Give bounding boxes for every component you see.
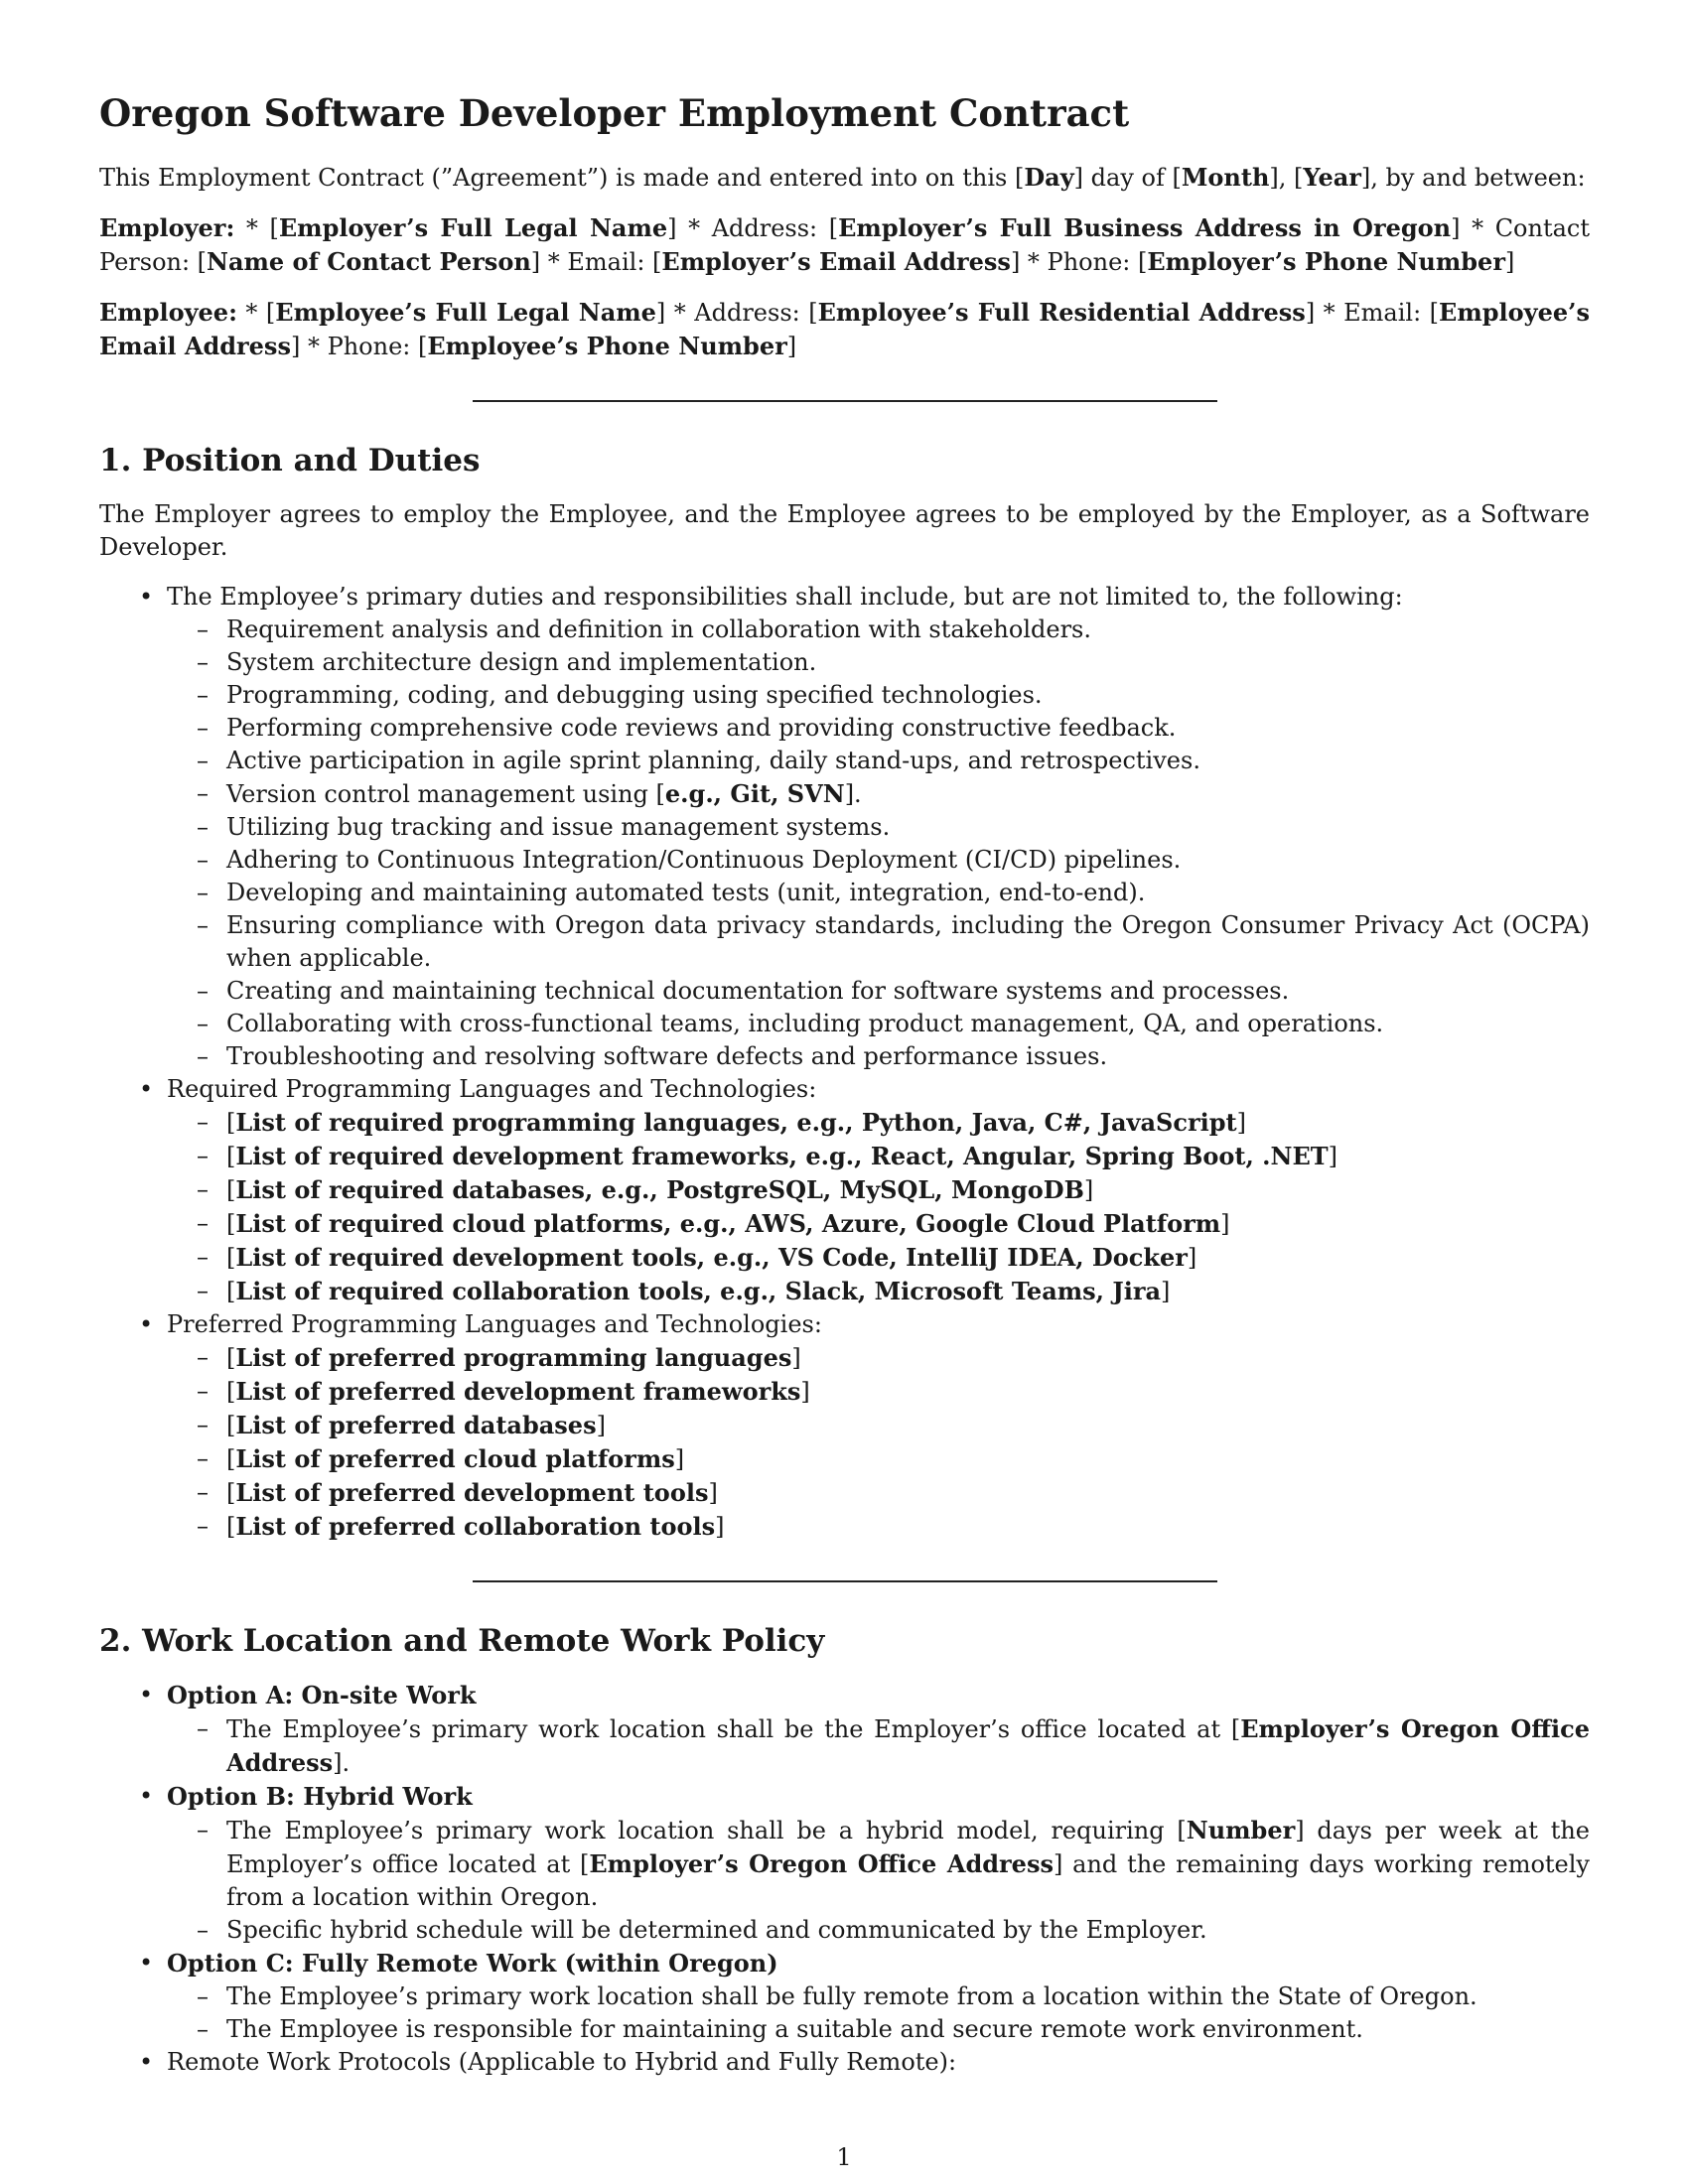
required-tech-list: [167, 1106, 1590, 1308]
employer-label: Employer:: [99, 213, 235, 242]
employer-address: Employer’s Full Business Address in Oregon: [838, 213, 1452, 242]
option-a-label: Option A: On-site Work: [167, 1681, 477, 1709]
employee-block: Employee: * [Employee’s Full Legal Name] * Address: [Employee’s Full Residential Address] * Email: [Employee’s Email Address] * Phone: [Employee’s Phone Number]: [99, 298, 1590, 360]
duty-item: – Collaborating with cross-functional teams, including product management, QA, and operations.: [167, 1008, 1590, 1040]
preferred-tech-entry: – [List of preferred databases]: [167, 1409, 1590, 1442]
remote-protocols-item: • Remote Work Protocols (Applicable to Hybrid and Fully Remote):: [99, 2046, 1590, 2079]
duties-item: • The Employee’s primary duties and responsibilities shall include, but are not limited to, the following: – Requirement analysis and definition in collaboration with stakeholders. – System architecture design and implementation. – Programming, coding, and debugging using specified technologies. – Performing comprehensive code reviews and providing constructive feedback. – Active participation in agile sprint planning, daily stand-ups, and retrospectives. – Version control management using [e.g., Git, SVN]. – Utilizing bug tracking and issue management systems. – Adhering to Continuous Integration/Continuous Deployment (CI/CD) pipelines. – Developing and maintaining automated tests (unit, integration, end-to-end). – Ensuring compliance with Oregon data privacy standards, including the Oregon Consumer Privacy Act (OCPA) when applicable. – Creating and maintaining technical documentation for software systems and processes. – Collaborating with cross-functional teams, including product management, QA, and operations. – Troubleshooting and resolving software defects and performance issues.: [99, 581, 1590, 1073]
option-b-schedule: – Specific hybrid schedule will be determined and communicated by the Employer.: [167, 1914, 1590, 1947]
option-c-label: Option C: Fully Remote Work (within Oregon): [167, 1949, 778, 1978]
required-tech-entry: – [List of required development frameworks, e.g., React, Angular, Spring Boot, .NET]: [167, 1140, 1590, 1173]
employer-name: Employer’s Full Legal Name: [278, 213, 668, 242]
required-tech-item: • Required Programming Languages and Technologies: – [List of required programming languages, e.g., Python, Java, C#, JavaScript] – [List of required development frameworks, e.g., React, Angular, Spring Boot, .NET] – [List of required databases, e.g., PostgreSQL, MySQL, MongoDB] – [List of required cloud platforms, e.g., AWS, Azure, Google Cloud Platform] – [List of required development tools, e.g., VS Code, IntelliJ IDEA, Docker] – [List of required collaboration tools, e.g., Slack, Microsoft Teams, Jira]: [99, 1073, 1590, 1308]
duty-item: – Version control management using [e.g., Git, SVN].: [167, 777, 1590, 811]
section-2-heading: 2. Work Location and Remote Work Policy: [99, 1623, 825, 1659]
required-tech-entry: – [List of required databases, e.g., PostgreSQL, MySQL, MongoDB]: [167, 1173, 1590, 1207]
duty-item: – Requirement analysis and definition in collaboration with stakeholders.: [167, 614, 1590, 646]
duty-item: – System architecture design and implementation.: [167, 646, 1590, 679]
employee-name: Employee’s Full Legal Name: [275, 298, 656, 327]
duty-item: – Performing comprehensive code reviews and providing constructive feedback.: [167, 712, 1590, 745]
duty-item: – Troubleshooting and resolving software defects and performance issues.: [167, 1040, 1590, 1073]
required-tech-entry: – [List of required collaboration tools, e.g., Slack, Microsoft Teams, Jira]: [167, 1275, 1590, 1308]
office-address-placeholder: Employer’s Oregon Office Address: [589, 1849, 1054, 1878]
days-number-placeholder: Number: [1186, 1816, 1296, 1844]
month-placeholder: Month: [1181, 163, 1270, 192]
option-b-detail: – The Employee’s primary work location shall be a hybrid model, requiring [Number] days per week at the Employer’s office located at [Employer’s Oregon Office Address] and the remaining days working remotely from a location within Oregon.: [167, 1814, 1590, 1914]
employer-phone: Employer’s Phone Number: [1147, 247, 1505, 276]
option-c-detail: – The Employee is responsible for maintaining a suitable and secure remote work environment.: [167, 2013, 1590, 2046]
employer-email: Employer’s Email Address: [661, 247, 1011, 276]
required-tech-entry: – [List of required programming languages, e.g., Python, Java, C#, JavaScript]: [167, 1106, 1590, 1140]
option-a-detail: – The Employee’s primary work location shall be the Employer’s office located at [Employer’s Oregon Office Address].: [167, 1712, 1590, 1780]
document-title: Oregon Software Developer Employment Contract: [99, 91, 1130, 135]
section-1-intro: The Employer agrees to employ the Employee, and the Employee agrees to be employed by the Employer, as a Software Developer.: [99, 500, 1590, 561]
preferred-tech-entry: – [List of preferred development tools]: [167, 1476, 1590, 1510]
employee-label: Employee:: [99, 298, 237, 327]
duty-item: – Adhering to Continuous Integration/Continuous Deployment (CI/CD) pipelines.: [167, 844, 1590, 877]
preferred-tech-entry: – [List of preferred programming languages]: [167, 1341, 1590, 1375]
preferred-tech-entry: – [List of preferred collaboration tools]: [167, 1510, 1590, 1544]
vc-tools-placeholder: e.g., Git, SVN: [664, 779, 845, 808]
duty-item: – Utilizing bug tracking and issue management systems.: [167, 811, 1590, 844]
employee-email: Employee’s Email Address: [99, 298, 1590, 360]
option-a-item: [99, 1679, 1590, 1780]
option-b-label: Option B: Hybrid Work: [167, 1782, 473, 1811]
intro-paragraph: This Employment Contract (”Agreement”) is made and entered into on this [Day] day of [Month], [Year], by and between:: [99, 163, 1586, 192]
divider: [473, 400, 1217, 402]
employer-contact: Name of Contact Person: [207, 247, 531, 276]
section-2-list: [99, 1679, 1590, 2079]
duties-list: [167, 614, 1590, 1073]
section-1-list: [99, 581, 1590, 1544]
employee-phone: Employee’s Phone Number: [427, 332, 787, 360]
office-address-placeholder: Employer’s Oregon Office Address: [226, 1714, 1590, 1777]
document-body: [99, 87, 1590, 2079]
year-placeholder: Year: [1303, 163, 1361, 192]
option-c-item: [99, 1947, 1590, 2046]
day-placeholder: Day: [1024, 163, 1074, 192]
employer-block: Employer: * [Employer’s Full Legal Name] * Address: [Employer’s Full Business Address in Oregon] * Contact Person: [Name of Contact Person] * Email: [Employer’s Email Address] * Phone: [Employer’s Phone Number]: [99, 213, 1591, 276]
required-tech-entry: – [List of required cloud platforms, e.g., AWS, Azure, Google Cloud Platform]: [167, 1207, 1590, 1241]
duty-item: – Developing and maintaining automated tests (unit, integration, end-to-end).: [167, 877, 1590, 909]
option-b-item: [99, 1780, 1590, 1947]
section-1-heading: 1. Position and Duties: [99, 443, 481, 478]
duty-item: – Programming, coding, and debugging using specified technologies.: [167, 679, 1590, 712]
duty-item: – Active participation in agile sprint planning, daily stand-ups, and retrospectives.: [167, 745, 1590, 777]
page-number: 1: [836, 2143, 852, 2171]
option-c-detail: – The Employee’s primary work location shall be fully remote from a location within the State of Oregon.: [167, 1980, 1590, 2013]
duty-item: – Ensuring compliance with Oregon data privacy standards, including the Oregon Consumer Privacy Act (OCPA) when applicable.: [167, 909, 1590, 975]
required-tech-entry: – [List of required development tools, e.g., VS Code, IntelliJ IDEA, Docker]: [167, 1241, 1590, 1275]
employee-address: Employee’s Full Residential Address: [817, 298, 1306, 327]
preferred-tech-list: [167, 1341, 1590, 1544]
preferred-tech-entry: – [List of preferred cloud platforms]: [167, 1442, 1590, 1476]
preferred-tech-item: • Preferred Programming Languages and Technologies: – [List of preferred programming languages] – [List of preferred development frameworks] – [List of preferred databases] – [List of preferred cloud platforms] – [List of preferred development tools] – [List of preferred collaboration tools]: [99, 1308, 1590, 1544]
duty-item: – Creating and maintaining technical documentation for software systems and processes.: [167, 975, 1590, 1008]
divider: [473, 1580, 1217, 1582]
preferred-tech-entry: – [List of preferred development frameworks]: [167, 1375, 1590, 1409]
